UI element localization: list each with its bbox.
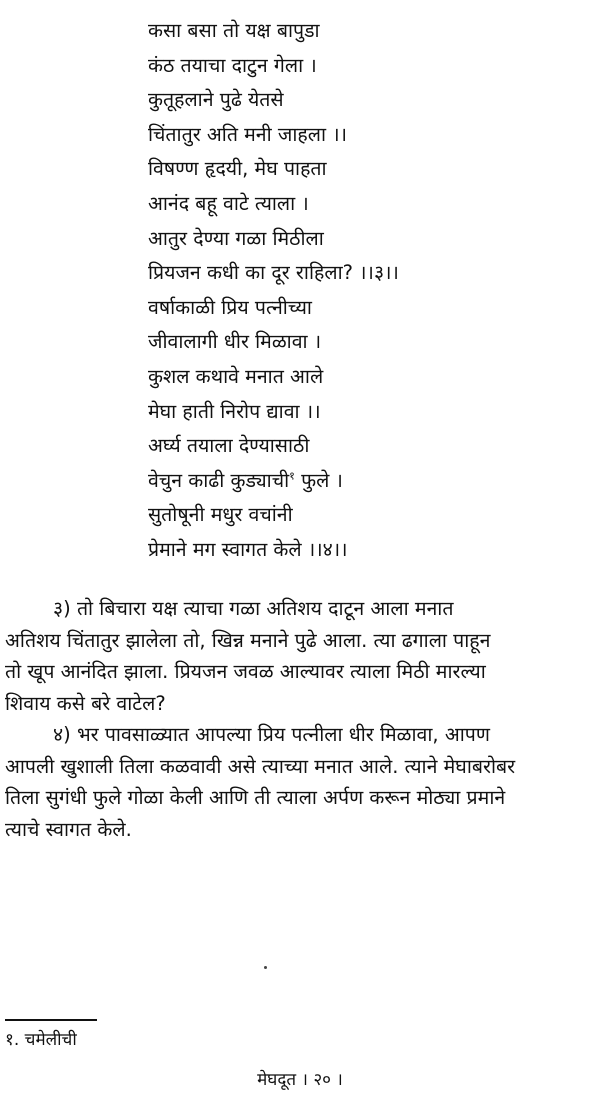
page-footer: मेघदूत । २० । xyxy=(257,1070,343,1090)
footnote: १. चमेलीची xyxy=(5,1030,77,1050)
verse-line-with-footnote xyxy=(148,464,548,499)
verse-line: कुशल कथावे मनात आले xyxy=(148,364,324,388)
verse-line: अर्घ्य तयाला देण्यासाठी xyxy=(148,434,310,458)
paragraph-line: त्याचे स्वागत केले. xyxy=(5,817,132,841)
verse-line: जीवालागी धीर मिळावा । xyxy=(148,330,322,354)
paragraph-line: तिला सुगंधी फुले गोळा केली आणि ती त्याला अर्पण करून मोठ्या प्रमाने xyxy=(5,786,506,809)
verse-line: चिंतातुर अति मनी जाहला ।। xyxy=(148,122,348,146)
verse-line-tail: फुले । xyxy=(294,468,343,492)
verse-line: विषण्ण हृदयी, मेघ पाहता xyxy=(148,157,327,181)
footnote-divider xyxy=(5,1019,97,1021)
verse-line: कसा बसा तो यक्ष बापुडा xyxy=(148,19,320,42)
stray-dot xyxy=(264,966,267,969)
verse-line: सुतोषूनी मधुर वचांनी xyxy=(148,503,293,527)
verse-line: प्रियजन कधी का दूर राहिला? ।।३।। xyxy=(148,261,399,285)
verse-line-text: वेचुन काढी कुड्याची xyxy=(148,468,290,492)
paragraph-line: ३) तो बिचारा यक्ष त्याचा गळा अतिशय दाटून आला मनात xyxy=(53,597,454,620)
paragraph-line: ४) भर पावसाळ्यात आपल्या प्रिय पत्नीला धीर मिळावा, आपण xyxy=(53,723,490,746)
verse-block xyxy=(148,14,548,568)
paragraph-line: अतिशय चिंतातुर झालेला तो, खिन्न मनाने पुढे आला. त्या ढगाला पाहून xyxy=(5,628,491,652)
paragraph-line: आपली खुशाली तिला कळवावी असे त्याच्या मनात आले. त्याने मेघाबरोबर xyxy=(5,754,516,778)
paragraph-line: तो खूप आनंदित झाला. प्रियजन जवळ आल्यावर त्याला मिठी मारल्या xyxy=(5,660,486,683)
prose-block xyxy=(5,593,595,845)
verse-line: प्रेमाने मग स्वागत केले ।।४।। xyxy=(148,537,348,561)
verse-line: आनंद बहू वाटे त्याला । xyxy=(148,191,309,215)
verse-line: कुतूहलाने पुढे येतसे xyxy=(148,88,284,112)
verse-line: वर्षाकाळी प्रिय पत्नीच्या xyxy=(148,295,312,319)
explanation-paragraph-3 xyxy=(5,593,595,719)
footnote-marker: १ xyxy=(289,469,295,483)
verse-line: मेघा हाती निरोप द्यावा ।। xyxy=(148,399,321,423)
paragraph-line: शिवाय कसे बरे वाटेल? xyxy=(5,691,166,715)
verse-line: आतुर देण्या गळा मिठीला xyxy=(148,226,324,250)
explanation-paragraph-4 xyxy=(5,719,595,845)
verse-line: कंठ तयाचा दाटुन गेला । xyxy=(148,53,317,77)
